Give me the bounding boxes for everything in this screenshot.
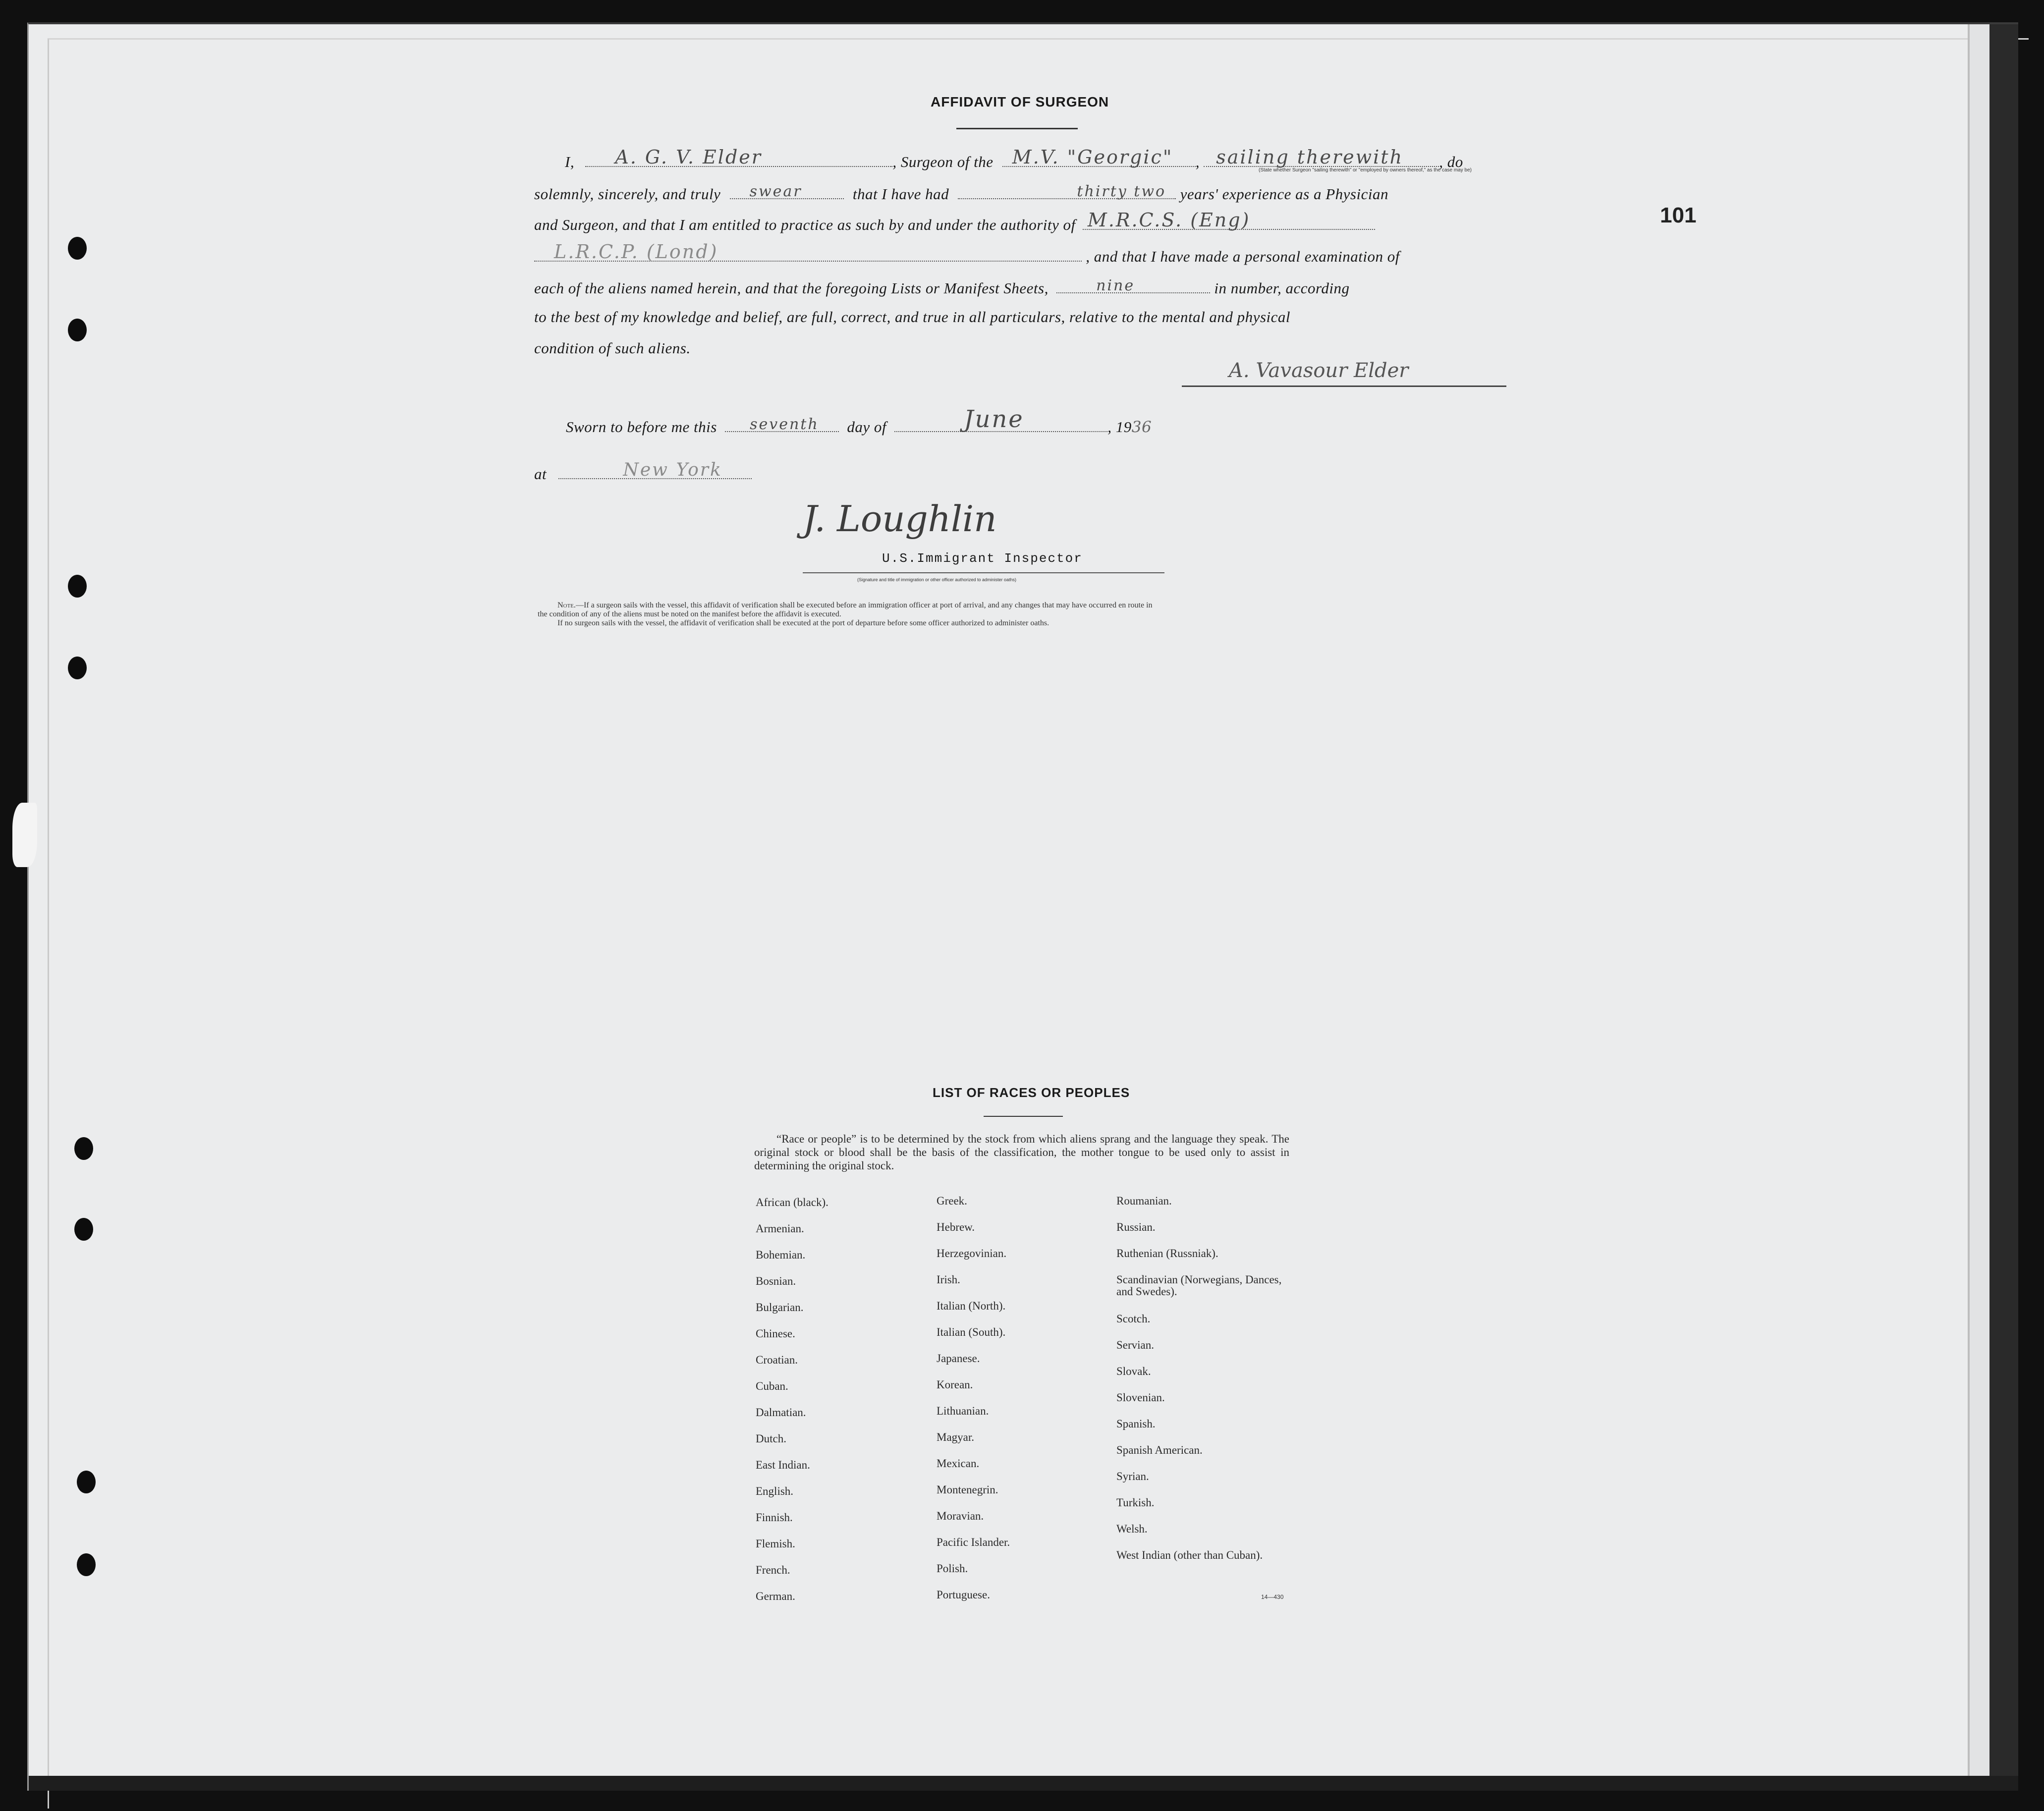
races-title: LIST OF RACES OR PEOPLES (933, 1085, 1130, 1100)
binder-hole (74, 1218, 93, 1241)
affidavit-line-6: to the best of my knowledge and belief, are full, correct, and true in all particulars, relative to the mental and physical (534, 308, 1290, 326)
sworn-year: 36 (1131, 418, 1152, 436)
sworn-text: Sworn to before me this (566, 418, 717, 436)
pronoun-label: I, (565, 153, 575, 170)
binder-hole (77, 1553, 96, 1576)
surgeon-capacity: sailing therewith (1216, 146, 1404, 168)
at-label: at (534, 465, 547, 483)
race-item: Moravian. (937, 1510, 984, 1522)
race-item: Bosnian. (756, 1275, 796, 1287)
years-suffix: years' experience as a Physician (1180, 185, 1388, 203)
ship-field (1002, 146, 1196, 168)
affidavit-note (538, 601, 1509, 628)
race-item: Welsh. (1116, 1523, 1148, 1535)
race-item: Syrian. (1116, 1470, 1149, 1482)
scan-border-right (1989, 24, 2018, 1791)
race-item: Cuban. (756, 1380, 788, 1392)
race-item: Lithuanian. (937, 1405, 989, 1417)
race-item: Scotch. (1116, 1313, 1151, 1325)
race-item: Spanish American. (1116, 1444, 1203, 1456)
line-4-text: , and that I have made a personal examination of (1086, 248, 1400, 265)
line-3-text: and Surgeon, and that I am entitled to practice as such by and under the authority of (534, 216, 1076, 233)
line-5-suffix: in number, according (1214, 279, 1350, 297)
note-line-2: the condition of any of the aliens must be noted on the manifest before the affidavit is executed. (538, 610, 841, 618)
race-item: French. (756, 1564, 790, 1576)
authority-cont-field (534, 241, 1082, 263)
race-item: Chinese. (756, 1327, 795, 1340)
affidavit-line-5 (534, 277, 1350, 297)
affidavit-line-3 (534, 209, 1375, 234)
do-label: , do (1439, 153, 1463, 170)
race-item: Roumanian. (1116, 1195, 1172, 1207)
binder-hole (68, 657, 87, 679)
affidavit-line-2 (534, 183, 1388, 203)
race-item: Herzegovinian. (937, 1247, 1007, 1260)
race-item: Russian. (1116, 1221, 1156, 1233)
sworn-day: seventh (750, 416, 819, 433)
authority-field (1083, 209, 1375, 231)
race-item: Turkish. (1116, 1496, 1155, 1509)
line-5-text: each of the aliens named herein, and that the foregoing Lists or Manifest Sheets, (534, 279, 1049, 297)
surgeon-signature-line (1182, 385, 1506, 387)
binder-hole (68, 319, 87, 341)
race-item: Dalmatian. (756, 1406, 806, 1419)
note-label: Note. (557, 601, 576, 609)
page-margin-strip (1968, 24, 1989, 1791)
race-item: Slovak. (1116, 1365, 1151, 1377)
years-experience: thirty two (1077, 183, 1166, 200)
race-item: Italian (South). (937, 1326, 1006, 1338)
years-field (958, 183, 1176, 199)
affidavit-title: AFFIDAVIT OF SURGEON (931, 94, 1109, 110)
authority: M.R.C.S. (Eng) (1087, 209, 1251, 231)
race-item: Armenian. (756, 1222, 804, 1235)
race-item: Bohemian. (756, 1249, 806, 1261)
race-item: Greek. (937, 1195, 967, 1207)
page-edge (48, 38, 2029, 1809)
note-line-1: —If a surgeon sails with the vessel, this affidavit of verification shall be executed before an immigration officer at port of arrival, and any changes that may have occurred en route in (575, 601, 1153, 609)
race-item: Korean. (937, 1378, 973, 1391)
place-field (558, 460, 752, 480)
race-item: Flemish. (756, 1537, 795, 1550)
race-item: Mexican. (937, 1457, 980, 1470)
torn-edge (12, 803, 37, 867)
race-item: Ruthenian (Russniak). (1116, 1247, 1218, 1260)
race-item: Croatian. (756, 1354, 798, 1366)
had-label: that I have had (852, 185, 949, 203)
capacity-note: (State whether Surgeon "sailing therewith" or "employed by owners thereof," as the case may be) (1259, 167, 1472, 173)
races-intro: “Race or people” is to be determined by the stock from which aliens sprang and the language they speak. The original stock or blood shall be the basis of the classification, the mother tongue to be used only to assist in determining the original stock. (754, 1133, 1289, 1172)
race-item: Polish. (937, 1562, 968, 1575)
surgeon-signature: A. Vavasour Elder (1229, 359, 1409, 382)
binder-hole (74, 1137, 93, 1160)
race-item: Magyar. (937, 1431, 975, 1443)
oath-type: swear (749, 183, 802, 200)
race-item: Japanese. (937, 1352, 980, 1365)
capacity-field (1204, 146, 1439, 168)
surgeon-name-field (585, 146, 892, 168)
month-field (894, 405, 1107, 433)
race-item: Spanish. (1116, 1418, 1156, 1430)
race-item: Portuguese. (937, 1589, 990, 1601)
affidavit-line-1: I, A. G. V. Elder , Surgeon of the M.V. "Georgic" , sailing therewith , do (565, 146, 1463, 170)
race-item: Montenegrin. (937, 1483, 998, 1496)
note-line-3: If no surgeon sails with the vessel, the affidavit of verification shall be executed at the port of departure before some officer authorized to administer oaths. (557, 619, 1050, 627)
race-item: West Indian (other than Cuban). (1116, 1549, 1263, 1561)
race-item: German. (756, 1590, 795, 1602)
race-item: East Indian. (756, 1459, 810, 1471)
authority-continued: L.R.C.P. (Lond) (554, 241, 718, 263)
race-item: Scandinavian (Norwegians, Dances, and Swedes). (1116, 1273, 1282, 1298)
sworn-place: New York (623, 460, 722, 480)
binder-hole (68, 237, 87, 260)
sworn-line (566, 405, 1152, 436)
inspector-signature: J. Loughlin (803, 498, 997, 540)
race-item: Servian. (1116, 1339, 1155, 1351)
binder-hole (68, 575, 87, 598)
race-item: Italian (North). (937, 1300, 1006, 1312)
oath-field (730, 183, 844, 199)
race-item: Finnish. (756, 1511, 793, 1524)
race-item: English. (756, 1485, 794, 1497)
scan-border-bottom (29, 1776, 2018, 1791)
race-item: Dutch. (756, 1432, 786, 1445)
sheets-field (1056, 277, 1210, 293)
ship-name: M.V. "Georgic" (1012, 146, 1173, 168)
race-item: Slovenian. (1116, 1391, 1165, 1404)
races-title-underline (984, 1116, 1063, 1117)
race-item: Irish. (937, 1273, 960, 1286)
title-underline (956, 128, 1078, 129)
sworn-month: June (964, 405, 1024, 433)
form-code: 14—430 (1261, 1593, 1284, 1600)
line-2-text: solemnly, sincerely, and truly (534, 185, 721, 203)
binder-hole (77, 1471, 96, 1493)
day-of-label: day of (847, 418, 886, 436)
race-item: Hebrew. (937, 1221, 975, 1233)
race-item: Pacific Islander. (937, 1536, 1010, 1548)
place-line (534, 460, 752, 483)
day-field (725, 416, 839, 432)
race-item: African (black). (756, 1196, 829, 1208)
year-prefix: , 19 (1107, 418, 1132, 436)
affidavit-line-7: condition of such aliens. (534, 339, 691, 357)
officer-note: (Signature and title of immigration or other officer authorized to administer oaths) (857, 577, 1016, 582)
page-number: 101 (1660, 203, 1697, 227)
race-item: Bulgarian. (756, 1301, 804, 1314)
affidavit-line-4 (534, 241, 1400, 266)
inspector-title: U.S.Immigrant Inspector (882, 551, 1083, 566)
surgeon-name: A. G. V. Elder (615, 146, 762, 168)
inspector-signature-line (803, 572, 1164, 573)
surgeon-of-label: , Surgeon of the (892, 153, 994, 170)
sheet-count: nine (1096, 277, 1135, 294)
